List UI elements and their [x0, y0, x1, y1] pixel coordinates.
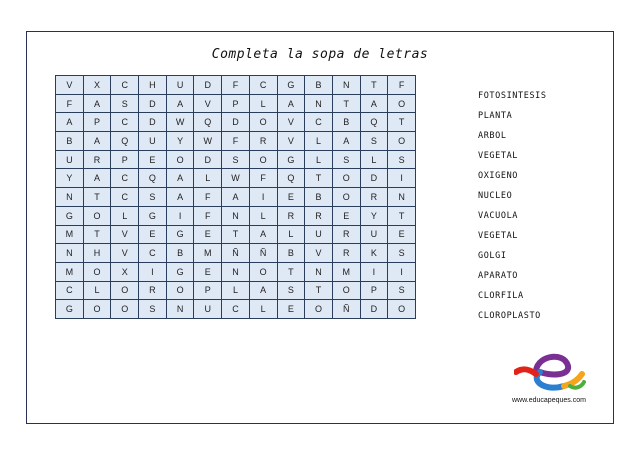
grid-cell: V: [194, 94, 222, 113]
grid-cell: P: [111, 150, 139, 169]
grid-cell: G: [277, 76, 305, 95]
grid-cell: A: [249, 225, 277, 244]
grid-cell: S: [139, 188, 167, 207]
word-list-item: ARBOL: [478, 131, 507, 141]
grid-cell: E: [332, 206, 360, 225]
grid-cell: N: [305, 94, 333, 113]
grid-cell: E: [139, 225, 167, 244]
word-list-item: CLORFILA: [478, 291, 524, 301]
grid-cell: D: [139, 113, 167, 132]
grid-cell: R: [139, 281, 167, 300]
grid-cell: E: [194, 225, 222, 244]
grid-cell: S: [388, 281, 416, 300]
grid-cell: U: [305, 225, 333, 244]
grid-cell: S: [388, 244, 416, 263]
grid-cell: A: [83, 132, 111, 151]
grid-cell: V: [305, 244, 333, 263]
grid-cell: O: [111, 281, 139, 300]
grid-row: [56, 150, 416, 169]
grid-cell: W: [194, 132, 222, 151]
grid-cell: O: [388, 300, 416, 319]
grid-cell: R: [305, 206, 333, 225]
grid-cell: S: [111, 94, 139, 113]
grid-cell: N: [56, 244, 84, 263]
grid-cell: F: [194, 188, 222, 207]
grid-cell: O: [332, 169, 360, 188]
grid-cell: F: [388, 76, 416, 95]
grid-cell: P: [222, 94, 250, 113]
grid-cell: E: [277, 300, 305, 319]
grid-cell: F: [222, 132, 250, 151]
grid-row: [56, 244, 416, 263]
grid-cell: N: [166, 300, 194, 319]
grid-cell: Q: [194, 113, 222, 132]
grid-cell: T: [83, 188, 111, 207]
word-list-item: FOTOSINTESIS: [478, 91, 547, 101]
grid-row: [56, 262, 416, 281]
grid-cell: R: [332, 244, 360, 263]
grid-cell: R: [249, 132, 277, 151]
grid-cell: B: [305, 188, 333, 207]
grid-cell: M: [56, 262, 84, 281]
grid-cell: L: [249, 300, 277, 319]
grid-cell: D: [360, 300, 388, 319]
word-list-item: VEGETAL: [478, 231, 519, 241]
grid-cell: S: [360, 132, 388, 151]
educapeques-e-logo-icon: [514, 346, 586, 392]
grid-cell: A: [83, 94, 111, 113]
grid-cell: L: [305, 150, 333, 169]
grid-cell: C: [111, 169, 139, 188]
grid-cell: B: [166, 244, 194, 263]
grid-cell: D: [222, 113, 250, 132]
grid-cell: N: [332, 76, 360, 95]
grid-cell: E: [388, 225, 416, 244]
grid-cell: T: [305, 169, 333, 188]
grid-cell: O: [166, 281, 194, 300]
grid-cell: D: [194, 76, 222, 95]
grid-cell: X: [111, 262, 139, 281]
grid-cell: A: [277, 94, 305, 113]
grid-cell: A: [249, 281, 277, 300]
grid-cell: A: [166, 94, 194, 113]
grid-cell: O: [332, 281, 360, 300]
grid-cell: H: [139, 76, 167, 95]
grid-cell: G: [277, 150, 305, 169]
grid-cell: O: [249, 150, 277, 169]
grid-cell: Y: [56, 169, 84, 188]
grid-cell: O: [249, 262, 277, 281]
grid-cell: F: [56, 94, 84, 113]
word-list-item: NUCLEO: [478, 191, 513, 201]
grid-cell: Y: [360, 206, 388, 225]
grid-cell: F: [222, 76, 250, 95]
grid-cell: O: [111, 300, 139, 319]
grid-cell: Q: [139, 169, 167, 188]
grid-cell: I: [139, 262, 167, 281]
grid-cell: N: [222, 262, 250, 281]
word-list-item: GOLGI: [478, 251, 507, 261]
grid-cell: I: [166, 206, 194, 225]
worksheet-title: Completa la sopa de letras: [211, 47, 429, 62]
grid-cell: C: [249, 76, 277, 95]
grid-cell: U: [56, 150, 84, 169]
grid-cell: U: [166, 76, 194, 95]
grid-cell: S: [277, 281, 305, 300]
grid-cell: R: [332, 225, 360, 244]
grid-cell: G: [56, 206, 84, 225]
grid-cell: H: [83, 244, 111, 263]
grid-cell: A: [166, 188, 194, 207]
grid-cell: S: [222, 150, 250, 169]
grid-cell: T: [388, 113, 416, 132]
grid-cell: C: [111, 76, 139, 95]
grid-cell: U: [194, 300, 222, 319]
grid-cell: D: [194, 150, 222, 169]
grid-row: [56, 169, 416, 188]
grid-cell: T: [222, 225, 250, 244]
grid-cell: T: [83, 225, 111, 244]
grid-cell: L: [249, 94, 277, 113]
grid-cell: A: [332, 132, 360, 151]
word-search-grid: [55, 75, 416, 319]
grid-cell: K: [360, 244, 388, 263]
grid-cell: Q: [360, 113, 388, 132]
grid-cell: B: [56, 132, 84, 151]
grid-cell: V: [111, 244, 139, 263]
grid-cell: I: [360, 262, 388, 281]
grid-cell: C: [222, 300, 250, 319]
grid-cell: F: [194, 206, 222, 225]
grid-cell: O: [388, 94, 416, 113]
grid-cell: O: [249, 113, 277, 132]
grid-cell: R: [360, 188, 388, 207]
grid-cell: O: [305, 300, 333, 319]
word-list-item: CLOROPLASTO: [478, 311, 541, 321]
grid-cell: I: [249, 188, 277, 207]
grid-cell: Ñ: [249, 244, 277, 263]
grid-cell: S: [332, 150, 360, 169]
grid-row: [56, 76, 416, 95]
grid-cell: W: [166, 113, 194, 132]
grid-cell: L: [194, 169, 222, 188]
grid-cell: O: [166, 150, 194, 169]
grid-row: [56, 132, 416, 151]
grid-cell: M: [194, 244, 222, 263]
grid-cell: E: [139, 150, 167, 169]
grid-cell: G: [166, 262, 194, 281]
grid-cell: Ñ: [332, 300, 360, 319]
grid-cell: I: [388, 262, 416, 281]
grid-cell: E: [194, 262, 222, 281]
grid-cell: N: [388, 188, 416, 207]
grid-cell: D: [360, 169, 388, 188]
grid-cell: C: [111, 188, 139, 207]
grid-cell: B: [332, 113, 360, 132]
grid-cell: M: [56, 225, 84, 244]
grid-cell: O: [388, 132, 416, 151]
grid-cell: V: [56, 76, 84, 95]
grid-cell: U: [360, 225, 388, 244]
grid-cell: G: [139, 206, 167, 225]
grid-cell: R: [83, 150, 111, 169]
grid-cell: L: [83, 281, 111, 300]
grid-cell: T: [388, 206, 416, 225]
word-list: [478, 89, 547, 329]
grid-row: [56, 188, 416, 207]
grid-cell: E: [277, 188, 305, 207]
grid-cell: N: [56, 188, 84, 207]
grid-cell: N: [305, 262, 333, 281]
grid-cell: A: [83, 169, 111, 188]
grid-cell: R: [277, 206, 305, 225]
grid-cell: A: [166, 169, 194, 188]
grid-cell: M: [332, 262, 360, 281]
word-list-item: APARATO: [478, 271, 519, 281]
grid-cell: O: [83, 300, 111, 319]
grid-cell: L: [277, 225, 305, 244]
grid-cell: A: [222, 188, 250, 207]
grid-cell: T: [360, 76, 388, 95]
grid-cell: A: [56, 113, 84, 132]
grid-cell: T: [305, 281, 333, 300]
grid-cell: L: [111, 206, 139, 225]
grid-cell: V: [277, 132, 305, 151]
grid-cell: L: [360, 150, 388, 169]
word-list-item: OXIGENO: [478, 171, 519, 181]
grid-cell: L: [249, 206, 277, 225]
grid-cell: V: [111, 225, 139, 244]
grid-row: [56, 94, 416, 113]
grid-cell: I: [388, 169, 416, 188]
grid-cell: L: [222, 281, 250, 300]
grid-cell: C: [139, 244, 167, 263]
grid-cell: Q: [111, 132, 139, 151]
grid-cell: D: [139, 94, 167, 113]
grid-cell: C: [56, 281, 84, 300]
grid-cell: G: [166, 225, 194, 244]
grid-cell: O: [83, 262, 111, 281]
grid-cell: O: [332, 188, 360, 207]
brand-url: www.educapeques.com: [512, 397, 586, 404]
grid-cell: S: [388, 150, 416, 169]
grid-cell: L: [305, 132, 333, 151]
grid-cell: B: [277, 244, 305, 263]
grid-cell: F: [249, 169, 277, 188]
grid-cell: T: [277, 262, 305, 281]
grid-cell: Q: [277, 169, 305, 188]
grid-row: [56, 281, 416, 300]
grid-cell: S: [139, 300, 167, 319]
grid-cell: W: [222, 169, 250, 188]
grid-cell: V: [277, 113, 305, 132]
grid-cell: T: [332, 94, 360, 113]
grid-cell: P: [83, 113, 111, 132]
grid-row: [56, 113, 416, 132]
grid-cell: C: [111, 113, 139, 132]
word-list-item: PLANTA: [478, 111, 513, 121]
grid-cell: P: [360, 281, 388, 300]
grid-cell: C: [305, 113, 333, 132]
grid-cell: Ñ: [222, 244, 250, 263]
grid-cell: G: [56, 300, 84, 319]
grid-cell: U: [139, 132, 167, 151]
grid-cell: Y: [166, 132, 194, 151]
grid-row: [56, 300, 416, 319]
grid-cell: O: [83, 206, 111, 225]
grid-row: [56, 206, 416, 225]
grid-row: [56, 225, 416, 244]
word-list-item: VACUOLA: [478, 211, 519, 221]
grid-cell: A: [360, 94, 388, 113]
grid-cell: N: [222, 206, 250, 225]
word-list-item: VEGETAL: [478, 151, 519, 161]
grid-cell: P: [194, 281, 222, 300]
grid-cell: B: [305, 76, 333, 95]
grid-cell: X: [83, 76, 111, 95]
